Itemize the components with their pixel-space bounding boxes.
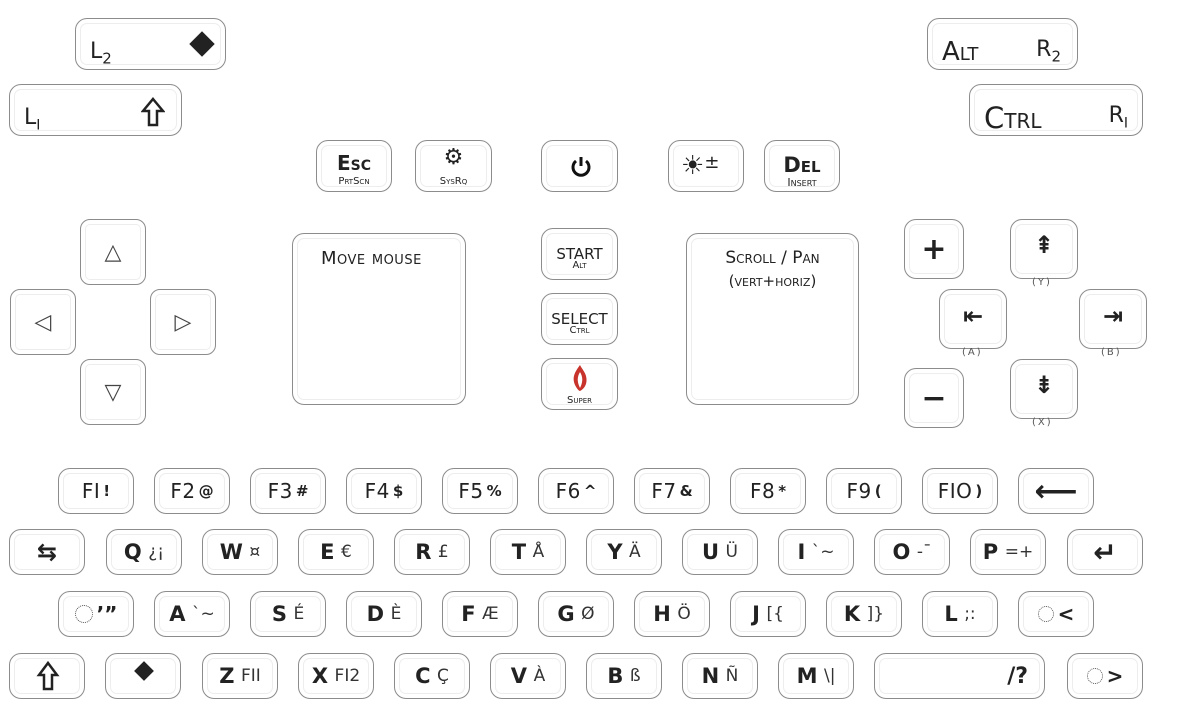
up-triangle-icon: △ (104, 239, 122, 265)
key-n[interactable] (682, 653, 758, 699)
key-alt-label: Ñ (725, 666, 739, 686)
key-main-label: F8 (749, 479, 776, 503)
key-alt-label: ;: (964, 604, 976, 624)
key-i[interactable] (778, 529, 854, 575)
a-tag: (A) (962, 347, 983, 358)
plus-icon: + (921, 231, 947, 267)
tab-key[interactable] (9, 529, 85, 575)
key-alt-label: ¤ (249, 542, 261, 562)
key-alt-label: ¿¡ (148, 542, 165, 562)
key-alt-label: Ø (581, 604, 595, 624)
r1-ctrl-label: Ctrl (984, 101, 1042, 135)
key-c[interactable] (394, 653, 470, 699)
key-alt-label: @ (198, 482, 214, 500)
key-j[interactable] (730, 591, 806, 637)
r2-label: $R_2$ (1036, 37, 1061, 66)
plus-button[interactable] (904, 219, 964, 279)
start-button[interactable] (541, 228, 618, 280)
key-w[interactable] (202, 529, 278, 575)
insert-label: Insert (787, 176, 817, 189)
diamond-icon (134, 661, 154, 681)
key-alt-label: -¯ (916, 542, 932, 562)
key-main-label: Y (607, 540, 624, 564)
key-main-label: H (653, 602, 672, 626)
key-main-label: Q (123, 540, 143, 564)
key-alt-label: [{ (766, 604, 784, 624)
key-m[interactable] (778, 653, 854, 699)
backspace-arrow-icon: ⟵ (1034, 473, 1078, 509)
x-button[interactable] (1010, 359, 1078, 419)
key-f7[interactable] (634, 468, 710, 514)
dpad-right[interactable] (150, 289, 216, 355)
key-k[interactable] (826, 591, 902, 637)
key-main-label: C (415, 664, 432, 688)
key-main-label: J (752, 602, 761, 626)
slash-label: /? (1007, 664, 1028, 689)
vert-horiz-label: (vert+horiz) (728, 272, 817, 290)
key-e[interactable] (298, 529, 374, 575)
key-alt-label: & (679, 482, 693, 500)
key-f5[interactable] (442, 468, 518, 514)
dpad-down[interactable] (80, 359, 146, 425)
sysrq-label: SysRq (439, 176, 468, 187)
prtscn-label: PrtScn (338, 176, 370, 187)
brightness-button[interactable] (668, 140, 744, 192)
key-main-label: T (511, 540, 527, 564)
left-triangle-icon: ◁ (34, 309, 52, 335)
key-q[interactable] (106, 529, 182, 575)
quote-alt-label: ’” (96, 602, 118, 626)
key-alt-label: ^ (583, 482, 597, 500)
key-alt-label: Ü (725, 542, 738, 562)
key-main-label: K (843, 602, 861, 626)
power-button[interactable] (541, 140, 618, 192)
key-alt-label: \| (823, 666, 836, 686)
ctrl-sub-label: Ctrl (569, 325, 590, 336)
enter-arrow-icon: ↵ (1093, 535, 1117, 569)
key-u[interactable] (682, 529, 758, 575)
greater-than-label: > (1106, 664, 1124, 688)
b-tag: (B) (1101, 347, 1122, 358)
key-o[interactable] (874, 529, 950, 575)
key-alt-label: È (390, 604, 402, 624)
select-label: SELECT (551, 310, 608, 328)
minus-button[interactable] (904, 368, 964, 428)
backspace-key[interactable] (1018, 468, 1094, 514)
key-fio[interactable] (922, 468, 998, 514)
key-main-label: L (944, 602, 959, 626)
right-trackpad[interactable] (686, 233, 859, 405)
key-alt-label: * (778, 482, 787, 500)
y-button[interactable] (1010, 219, 1078, 279)
key-alt-label: ! (103, 482, 111, 500)
key-alt-label: £ (437, 542, 449, 562)
left-trackpad[interactable] (292, 233, 466, 405)
key-main-label: G (557, 602, 576, 626)
key-alt-label: À (533, 666, 546, 686)
key-main-label: FI (81, 479, 101, 503)
key-alt-label: `~ (192, 604, 215, 624)
key-f8[interactable] (730, 468, 806, 514)
key-main-label: O (892, 540, 911, 564)
minus-icon: − (921, 380, 947, 416)
key-alt-label: ) (975, 482, 983, 500)
y-tag: (Y) (1032, 277, 1052, 288)
key-main-label: F3 (267, 479, 293, 503)
key-main-label: F9 (846, 479, 872, 503)
tab-right-icon: ⇥ (1102, 302, 1124, 330)
key-alt-label: Ç (437, 666, 449, 686)
key-a[interactable] (154, 591, 230, 637)
key-f3[interactable] (250, 468, 326, 514)
key-s[interactable] (250, 591, 326, 637)
key-alt-label: ß (629, 666, 641, 686)
key-alt-label: Æ (482, 604, 499, 624)
enter-key[interactable] (1067, 529, 1143, 575)
key-t[interactable] (490, 529, 566, 575)
diamond-icon (189, 31, 214, 56)
dpad-up[interactable] (80, 219, 146, 285)
down-triangle-icon: ▽ (104, 379, 122, 405)
diamond-key[interactable] (105, 653, 181, 699)
shift-arrow-icon (141, 97, 165, 127)
super-label: Super (567, 395, 592, 406)
page-up-icon: ⇞ (1033, 231, 1055, 259)
key-alt-label: Å (532, 542, 545, 562)
del-button[interactable] (764, 140, 840, 192)
l1-button[interactable] (9, 84, 182, 136)
tab-arrows-icon: ⇆ (36, 538, 58, 566)
key-main-label: A (169, 602, 186, 626)
l2-button[interactable] (75, 18, 226, 70)
key-main-label: F7 (651, 479, 677, 503)
key-l[interactable] (922, 591, 998, 637)
key-g[interactable] (538, 591, 614, 637)
sysrq-button[interactable] (415, 140, 492, 192)
r2-alt-label: Alt (942, 37, 979, 67)
move-mouse-label: Move mouse (321, 248, 422, 269)
key-f6[interactable] (538, 468, 614, 514)
esc-button[interactable] (316, 140, 392, 192)
key-main-label: R (415, 540, 432, 564)
key-d[interactable] (346, 591, 422, 637)
dotted-circle-icon (75, 605, 93, 623)
key-main-label: F (461, 602, 477, 626)
key-alt-label: Ä (629, 542, 641, 562)
key-alt-label: € (341, 542, 352, 562)
l1-label: $L_I$ (24, 105, 41, 134)
right-triangle-icon: ▷ (174, 309, 192, 335)
key-h[interactable] (634, 591, 710, 637)
key-alt-label: =+ (1004, 542, 1034, 562)
super-button[interactable] (541, 358, 618, 410)
key-alt-label: `~ (811, 542, 835, 562)
key-main-label: F2 (170, 479, 196, 503)
key-f9[interactable] (826, 468, 902, 514)
key-alt-label: ( (874, 482, 882, 500)
key-alt-label: FII (240, 666, 261, 686)
dotted-circle-icon (1038, 606, 1054, 622)
a-button[interactable] (939, 289, 1007, 349)
key-main-label: U (701, 540, 720, 564)
key-main-label: F4 (364, 479, 390, 503)
dpad-left[interactable] (10, 289, 76, 355)
key-f[interactable] (442, 591, 518, 637)
key-main-label: B (607, 664, 624, 688)
key-main-label: FIO (937, 479, 973, 503)
key-p[interactable] (970, 529, 1046, 575)
key-main-label: S (271, 602, 288, 626)
key-main-label: I (797, 540, 806, 564)
key-alt-label: É (293, 604, 305, 624)
key-main-label: V (510, 664, 528, 688)
key-main-label: D (366, 602, 385, 626)
key-alt-label: FI2 (334, 666, 361, 686)
less-than-key[interactable] (1018, 591, 1094, 637)
alt-sub-label: Alt (572, 260, 587, 271)
gear-icon: ⚙ (443, 145, 464, 170)
scroll-pan-label: Scroll / Pan (725, 248, 820, 268)
space-key[interactable] (874, 653, 1045, 699)
key-main-label: E (320, 540, 336, 564)
shift-arrow-icon (10, 653, 86, 699)
l2-label: $L_2$ (90, 39, 112, 68)
brightness-icon: ☀± (681, 151, 720, 181)
key-z[interactable] (202, 653, 278, 699)
key-main-label: X (311, 664, 329, 688)
b-button[interactable] (1079, 289, 1147, 349)
key-alt-label: % (486, 482, 502, 500)
key-f4[interactable] (346, 468, 422, 514)
quote-key[interactable] (58, 591, 134, 637)
x-tag: (X) (1032, 417, 1053, 428)
key-alt-label: ]} (866, 604, 885, 624)
key-y[interactable] (586, 529, 662, 575)
greater-than-key[interactable] (1067, 653, 1143, 699)
dotted-circle-icon (1087, 668, 1103, 684)
power-icon (570, 155, 592, 177)
select-button[interactable] (541, 293, 618, 345)
start-label: START (556, 245, 603, 263)
tab-left-icon: ⇤ (962, 302, 984, 330)
r2-button[interactable] (927, 18, 1078, 70)
key-main-label: F6 (555, 479, 581, 503)
key-f2[interactable] (154, 468, 230, 514)
key-alt-label: Ö (677, 604, 691, 624)
key-main-label: F5 (458, 479, 484, 503)
key-b[interactable] (586, 653, 662, 699)
less-than-label: < (1057, 602, 1075, 626)
key-main-label: M (796, 664, 818, 688)
r1-button[interactable] (969, 84, 1143, 136)
del-label: Del (783, 153, 821, 177)
key-alt-label: # (295, 482, 309, 500)
r1-label: $R_I$ (1108, 103, 1128, 132)
key-x[interactable] (298, 653, 374, 699)
key-main-label: Z (219, 664, 235, 688)
key-main-label: W (219, 540, 244, 564)
key-alt-label: $ (392, 482, 404, 500)
shift-key[interactable] (9, 653, 85, 699)
flame-logo-icon (570, 364, 590, 392)
key-main-label: P (982, 540, 999, 564)
page-down-icon: ⇟ (1033, 371, 1055, 399)
key-v[interactable] (490, 653, 566, 699)
key-fi[interactable] (58, 468, 134, 514)
key-r[interactable] (394, 529, 470, 575)
esc-label: Esc (336, 151, 372, 175)
key-main-label: N (701, 664, 720, 688)
